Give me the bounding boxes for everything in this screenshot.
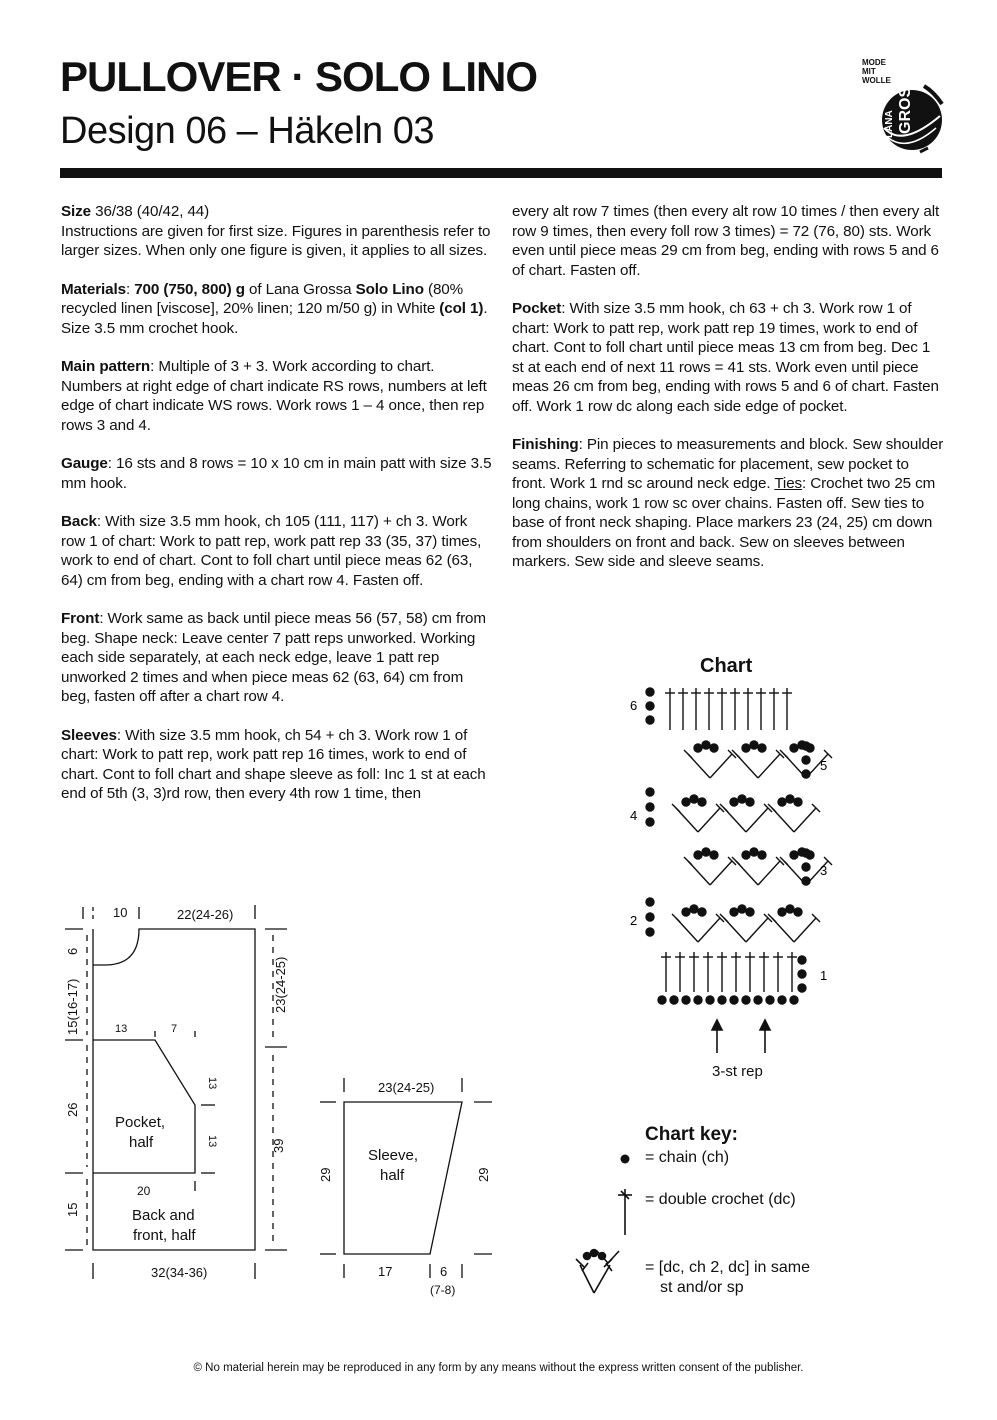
chart-key-title: Chart key: bbox=[645, 1124, 738, 1145]
chain-icon bbox=[730, 908, 738, 916]
chain-icon bbox=[802, 756, 810, 764]
chain-icon bbox=[698, 908, 706, 916]
chain-icon bbox=[718, 996, 726, 1004]
materials-section: Materials: 700 (750, 800) g of Lana Grossa Solo Lino (80% recycled linen [viscose], 20% linen; 120 m/50 g) in White (col 1). Size 3.5 mm crochet hook. bbox=[61, 280, 488, 337]
chain-icon bbox=[794, 908, 802, 916]
lana-grossa-logo bbox=[862, 58, 947, 158]
svg-text:GROSSA: GROSSA bbox=[897, 64, 914, 134]
pocket-height: 26 bbox=[65, 1102, 80, 1117]
chain-icon bbox=[694, 851, 702, 859]
pocket-label-2: half bbox=[129, 1134, 154, 1151]
chain-icon bbox=[646, 688, 654, 696]
row-number-6: 6 bbox=[630, 698, 638, 713]
chain-icon bbox=[706, 996, 714, 1004]
copyright-footer: © No material herein may be reproduced in any form by any means without the express written consent of the publisher. bbox=[193, 1362, 804, 1374]
neck-depth: 6 bbox=[65, 947, 80, 955]
body-schematic bbox=[55, 895, 305, 1290]
chain-icon bbox=[794, 798, 802, 806]
page-title: PULLOVER · SOLO LINO bbox=[60, 53, 538, 100]
chart-title: Chart bbox=[700, 655, 753, 677]
chain-icon bbox=[646, 818, 654, 826]
sleeve-label-1: Sleeve, bbox=[368, 1147, 419, 1164]
neck-width: 10 bbox=[113, 905, 128, 920]
chain-icon bbox=[778, 996, 786, 1004]
body-label-2: front, half bbox=[133, 1227, 196, 1244]
pocket-label-1: Pocket, bbox=[115, 1114, 166, 1131]
chain-icon bbox=[778, 908, 786, 916]
hem-height: 15 bbox=[65, 1202, 80, 1217]
chain-icon bbox=[798, 956, 806, 964]
body-width: 32(34-36) bbox=[151, 1265, 208, 1280]
chain-icon bbox=[802, 770, 810, 778]
key-chain-text: = chain (ch) bbox=[645, 1149, 730, 1166]
size-section: Size 36/38 (40/42, 44) Instructions are given for first size. Figures in parenthesis refer to larger sizes. When only one figure is given, it applies to all sizes. bbox=[61, 203, 491, 259]
chain-icon bbox=[746, 908, 754, 916]
sleeve-left-height: 29 bbox=[318, 1167, 333, 1182]
pocket-top-right: 7 bbox=[171, 1023, 178, 1035]
chain-icon bbox=[790, 744, 798, 752]
chain-icon bbox=[742, 851, 750, 859]
chain-icon bbox=[750, 741, 758, 749]
chain-icon bbox=[646, 898, 654, 906]
chain-icon bbox=[802, 742, 810, 750]
chain-icon bbox=[694, 744, 702, 752]
sleeve-top-width: 23(24-25) bbox=[378, 1080, 435, 1095]
back-section: Back: With size 3.5 mm hook, ch 105 (111, 117) + ch 3. Work row 1 of chart: Work to patt rep, work patt rep 33 (35, 37) times, work to end of chart. Cont to foll chart until piece meas 62 (63, 64) cm from beg, ending with a chart row 4. Fasten off. bbox=[61, 513, 482, 589]
chain-icon bbox=[621, 1155, 630, 1164]
logo-tagline: MODE MIT WOLLE bbox=[862, 58, 891, 85]
chain-icon bbox=[766, 996, 774, 1004]
header-divider bbox=[60, 168, 942, 178]
rep-arrow-icon bbox=[712, 1020, 770, 1053]
chain-icon bbox=[694, 996, 702, 1004]
sleeve-schematic bbox=[312, 1070, 502, 1300]
chain-icon bbox=[690, 795, 698, 803]
svg-text:LANA: LANA bbox=[884, 110, 895, 138]
chain-icon bbox=[682, 798, 690, 806]
chain-icon bbox=[790, 996, 798, 1004]
stitch-chart bbox=[610, 680, 840, 1065]
chain-icon bbox=[646, 913, 654, 921]
chain-icon bbox=[802, 849, 810, 857]
front-section: Front: Work same as back until piece meas 56 (57, 58) cm from beg. Shape neck: Leave center 7 patt reps unworked. Working each side separately, at each neck edge, leave 1 patt rep unworked 2 times and when piece meas 62 (63, 64) cm from beg, fasten off after a chart row 4. bbox=[61, 610, 486, 705]
page-subtitle: Design 06 – Häkeln 03 bbox=[60, 110, 434, 152]
chain-icon bbox=[646, 803, 654, 811]
left-column bbox=[61, 202, 493, 823]
chain-icon bbox=[798, 984, 806, 992]
chain-icon bbox=[786, 795, 794, 803]
chain-icon bbox=[690, 905, 698, 913]
chain-icon bbox=[802, 877, 810, 885]
key-dc-text: = double crochet (dc) bbox=[645, 1191, 796, 1208]
row-number-3: 3 bbox=[820, 863, 828, 878]
sleeve-bottom-width: 17 bbox=[378, 1264, 393, 1279]
rep-label: 3-st rep bbox=[712, 1063, 763, 1080]
chart-key-symbols bbox=[570, 1145, 650, 1305]
chain-icon bbox=[758, 851, 766, 859]
pocket-section: Pocket: With size 3.5 mm hook, ch 63 + ch 3. Work row 1 of chart: Work to patt rep, work patt rep 19 times, work to end of chart. Cont to foll chart until piece meas 13 cm from beg. Dec 1 st at each end of next 11 rows = 41 sts. Work even until piece meas 26 cm from beg, ending with rows 5 and 6 of chart. Fasten off. Work 1 row dc along each side edge of pocket. bbox=[512, 300, 939, 415]
pocket-slant-lower: 13 bbox=[206, 1135, 218, 1148]
chain-icon bbox=[646, 788, 654, 796]
right-column bbox=[512, 202, 944, 591]
sleeves-section: Sleeves: With size 3.5 mm hook, ch 54 + ch 3. Work row 1 of chart: Work to patt rep, work patt rep 16 times, work to end of chart. Cont to foll chart and shape sleeve as foll: Inc 1 st at each end of 5th (3, 3)rd row, then every 4th row 1 time, then bbox=[61, 726, 486, 802]
chain-icon bbox=[758, 744, 766, 752]
chain-icon bbox=[698, 798, 706, 806]
chain-icon bbox=[682, 996, 690, 1004]
chain-icon bbox=[646, 716, 654, 724]
chain-icon bbox=[746, 798, 754, 806]
row-number-5: 5 bbox=[820, 758, 828, 773]
pocket-bottom-width: 20 bbox=[137, 1184, 151, 1198]
sleeve-marker-depth: 23(24-25) bbox=[273, 956, 288, 1013]
chain-icon bbox=[786, 905, 794, 913]
body-label-1: Back and bbox=[132, 1207, 195, 1224]
chain-icon bbox=[738, 905, 746, 913]
side-height: 39 bbox=[271, 1138, 286, 1153]
chain-icon bbox=[730, 996, 738, 1004]
key-fan-text: = [dc, ch 2, dc] in same st and/or sp bbox=[645, 1259, 810, 1296]
chain-icon bbox=[658, 996, 666, 1004]
pocket-slant-upper: 13 bbox=[206, 1077, 218, 1090]
chain-icon bbox=[798, 970, 806, 978]
chain-icon bbox=[730, 798, 738, 806]
chain-icon bbox=[754, 996, 762, 1004]
chain-icon bbox=[742, 744, 750, 752]
pocket-top-left: 13 bbox=[115, 1023, 128, 1035]
chain-icon bbox=[646, 928, 654, 936]
finishing-section: Finishing: Pin pieces to measurements and block. Sew shoulder seams. Referring to schematic for placement, sew pocket to front. Work 1 rnd sc around neck edge. Ties: Crochet two 25 cm long chains, work 1 row sc over chains. Fasten off. Sew ties to base of front neck shaping. Place markers 23 (24, 25) cm down from shoulders on front and back. Sew on sleeves between markers. Sew side and sleeve seams. bbox=[512, 436, 944, 570]
chain-icon bbox=[670, 996, 678, 1004]
chain-icon bbox=[646, 702, 654, 710]
sleeve-bottom-inc-sizes: (7-8) bbox=[430, 1283, 456, 1297]
main-pattern-section: Main pattern: Multiple of 3 + 3. Work according to chart. Numbers at right edge of chart indicate RS rows, numbers at left edge of chart indicate WS rows. Work rows 1 – 4 once, then rep rows 3 and 4. bbox=[61, 358, 487, 434]
chain-icon bbox=[778, 798, 786, 806]
armhole-depth: 15(16-17) bbox=[65, 978, 80, 1035]
double-crochet-icon bbox=[618, 1189, 632, 1235]
chain-icon bbox=[738, 795, 746, 803]
chain-icon bbox=[742, 996, 750, 1004]
shoulder-width: 22(24-26) bbox=[177, 907, 234, 922]
sleeve-label-2: half bbox=[380, 1167, 405, 1184]
chain-icon bbox=[702, 741, 710, 749]
chain-icon bbox=[790, 851, 798, 859]
sleeve-bottom-inc: 6 bbox=[440, 1264, 448, 1279]
chain-icon bbox=[802, 863, 810, 871]
chain-icon bbox=[710, 851, 718, 859]
row-number-1: 1 bbox=[820, 968, 828, 983]
sleeve-right-height: 29 bbox=[476, 1167, 491, 1182]
sleeves-continued: every alt row 7 times (then every alt row 10 times / then every alt row 9 times, then every foll row 3 times) = 72 (76, 80) sts. Work even until piece meas 29 cm from beg, ending with rows 5 and 6 of chart. Fasten off. bbox=[512, 203, 940, 279]
gauge-section: Gauge: 16 sts and 8 rows = 10 x 10 cm in main patt with size 3.5 mm hook. bbox=[61, 455, 492, 492]
chain-icon bbox=[702, 848, 710, 856]
chain-icon bbox=[750, 848, 758, 856]
row-number-4: 4 bbox=[630, 808, 638, 823]
chain-icon bbox=[682, 908, 690, 916]
fan-stitch-icon bbox=[576, 1250, 619, 1294]
chain-icon bbox=[710, 744, 718, 752]
row-number-2: 2 bbox=[630, 913, 638, 928]
